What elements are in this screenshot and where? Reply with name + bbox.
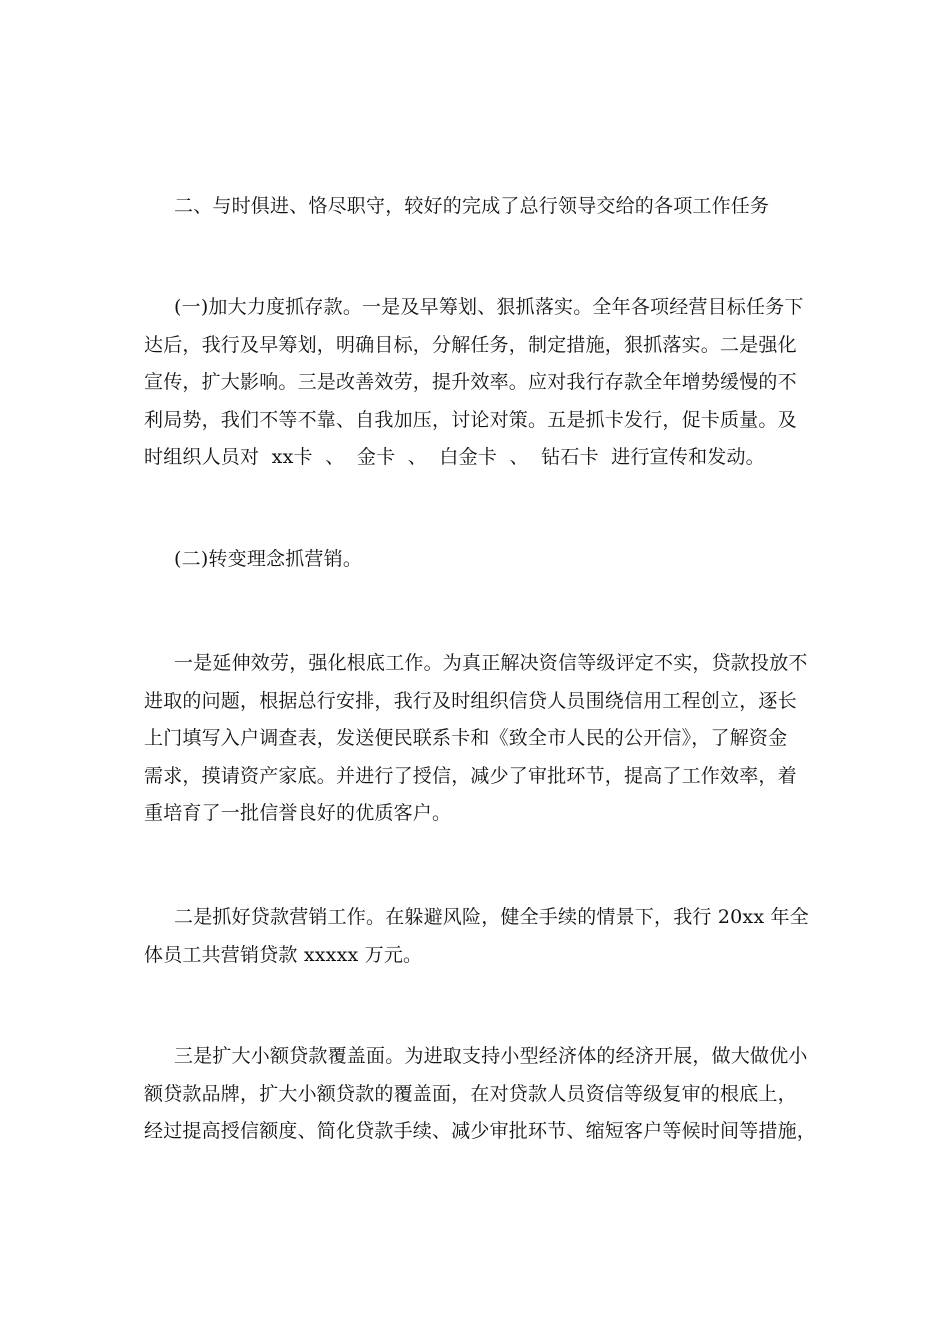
paragraph-line: 利局势，我们不等不靠、自我加压，讨论对策。五是抓卡发行，促卡质量。及 (144, 408, 797, 431)
paragraph-line: 重培育了一批信誉良好的优质客户。 (144, 802, 452, 824)
section-heading (144, 188, 810, 226)
paragraph-line: (二)转变理念抓营销。 (174, 548, 363, 570)
paragraph-line: 宣传，扩大影响。三是改善效劳，提升效率。应对我行存款全年增势缓慢的不 (144, 371, 797, 393)
paragraph-line: 体员工共营销贷款 xxxxx 万元。 (144, 943, 423, 966)
paragraph-line: 时组织人员对 xx卡 、 金卡 、 白金卡 、 钻石卡 进行宣传和发动。 (144, 446, 765, 468)
paragraph-extend-service (144, 645, 810, 833)
heading-text: 二、与时俱进、恪尽职守，较好的完成了总行领导交给的各项工作任务 (174, 195, 770, 217)
paragraph-line: 经过提高授信额度、简化贷款手续、减少审批环节、缩短客户等候时间等措施， (144, 1120, 817, 1142)
paragraph-line: 进取的问题，根据总行安排，我行及时组织信贷人员围绕信用工程创立，逐长 (144, 689, 797, 712)
paragraph-line: (一)加大力度抓存款。一是及早筹划、狠抓落实。全年各项经营目标任务下 (174, 296, 804, 318)
paragraph-line: 一是延伸效劳，强化根底工作。为真正解决资信等级评定不实，贷款投放不 (174, 652, 808, 674)
paragraph-line: 需求，摸请资产家底。并进行了授信，减少了审批环节，提高了工作效率，着 (144, 764, 797, 787)
paragraph-line: 达后，我行及早筹划，明确目标，分解任务，制定措施，狠抓落实。二是强化 (144, 333, 797, 356)
paragraph-loan-marketing (144, 899, 810, 974)
paragraph-microloans (144, 1038, 817, 1151)
paragraph-deposits (144, 289, 810, 477)
paragraph-line: 上门填写入户调查表，发送便民联系卡和《致全市人民的公开信》，了解资金 (144, 727, 788, 749)
paragraph-line: 三是扩大小额贷款覆盖面。为进取支持小型经济体的经济开展，做大做优小 (174, 1045, 808, 1067)
paragraph-marketing-heading (144, 541, 810, 579)
paragraph-line: 二是抓好贷款营销工作。在躲避风险，健全手续的情景下，我行 20xx 年全 (174, 906, 809, 928)
paragraph-line: 额贷款品牌，扩大小额贷款的覆盖面，在对贷款人员资信等级复审的根底上， (144, 1082, 797, 1105)
